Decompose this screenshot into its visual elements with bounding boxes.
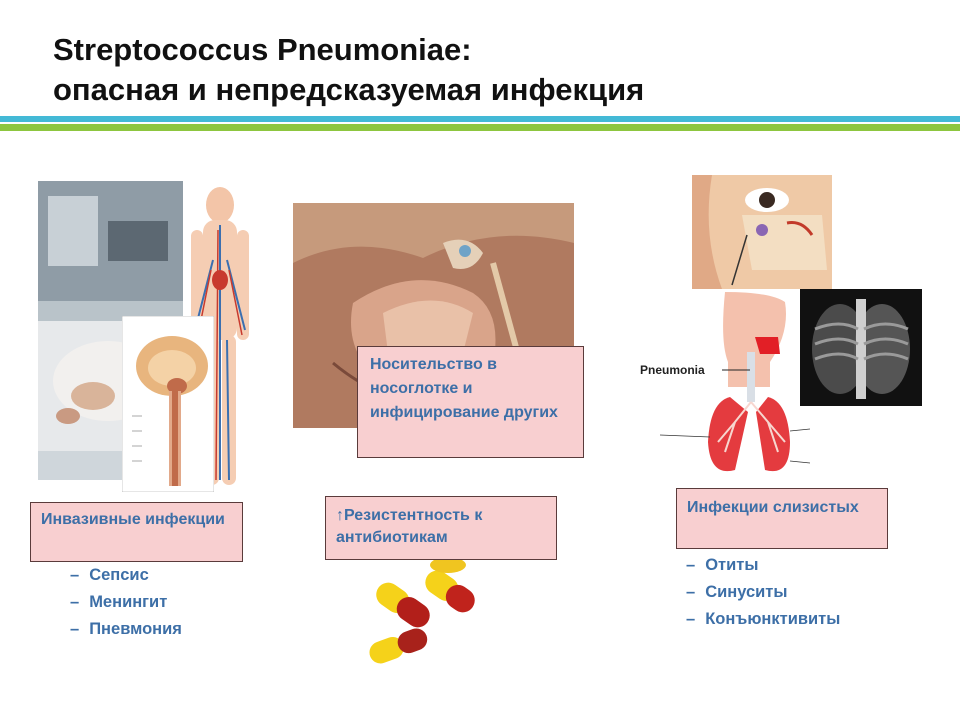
list-item: – Отиты [686, 556, 759, 574]
respiratory-leader-lines [660, 425, 860, 470]
brain-cross-section [122, 316, 214, 492]
title-line-1: Streptococcus Pneumoniae: [53, 32, 472, 67]
invasive-infections-list [70, 566, 182, 647]
antibiotic-capsules-image [358, 555, 493, 667]
list-item: – Пневмония [70, 620, 182, 638]
list-item: – Менингит [70, 593, 168, 611]
title-rule-green [0, 124, 960, 131]
list-item: – Сепсис [70, 566, 149, 584]
list-item: – Синуситы [686, 583, 788, 601]
slide-title [53, 30, 644, 110]
invasive-infections-label: Инвазивные инфекции [41, 511, 225, 528]
mucosal-infections-list [686, 556, 840, 637]
resistance-box [325, 496, 557, 560]
pneumonia-pointer-line [722, 368, 750, 372]
chest-xray-image [800, 289, 922, 406]
mucosal-infections-box [676, 488, 888, 549]
mucosal-infections-label: Инфекции слизистых [687, 499, 859, 516]
pneumonia-label: Pneumonia [640, 363, 705, 377]
resistance-label: ↑Резистентность к антибиотикам [336, 507, 483, 546]
carriage-label: Носительство в носоглотке и инфицирование других [370, 356, 558, 421]
child-ear-anatomy-image [692, 175, 832, 289]
title-line-2: опасная и непредсказуемая инфекция [53, 72, 645, 107]
carriage-box [357, 346, 584, 458]
title-rule-blue [0, 116, 960, 122]
invasive-infections-box [30, 502, 243, 562]
list-item: – Конъюнктивиты [686, 610, 841, 628]
